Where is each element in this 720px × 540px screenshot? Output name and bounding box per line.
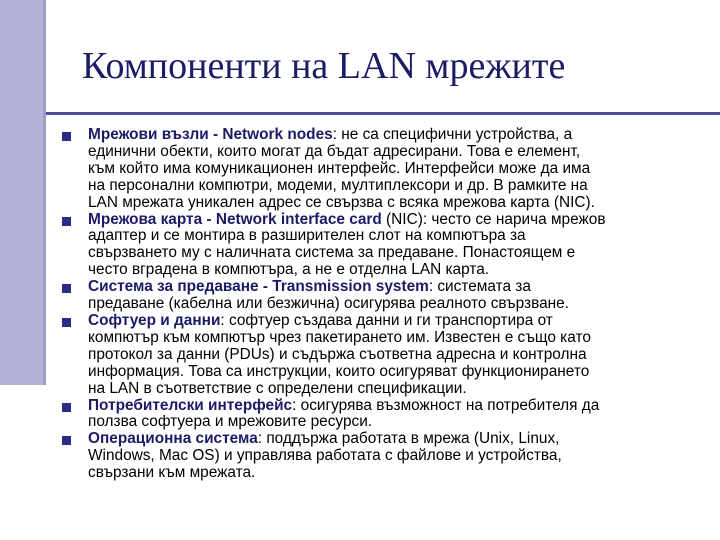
list-item	[62, 431, 702, 482]
item-line: компютър към компютър чрез пакетирането им. Известен е също като	[88, 328, 591, 346]
slide-title: Компоненти на LAN мрежите	[82, 45, 566, 87]
bullet-list	[62, 127, 702, 482]
square-bullet-icon	[62, 132, 71, 141]
item-term: Система за предаване - Transmission system	[88, 278, 429, 296]
list-item	[62, 398, 702, 432]
item-line: LAN мрежата уникален адрес се свързва с всяка мрежова карта (NIC).	[88, 193, 595, 211]
item-line	[88, 279, 702, 296]
item-text: : системата за	[428, 278, 531, 296]
item-line: единични обекти, които могат да бъдат адресирани. Това е елемент,	[88, 142, 581, 160]
item-line: адаптер и се монтира в разширителен слот на компютъра за	[88, 227, 526, 245]
item-line	[88, 127, 702, 144]
item-line	[88, 431, 702, 448]
item-line: ползва софтуера и мрежовите ресурси.	[88, 413, 373, 431]
square-bullet-icon	[62, 284, 71, 293]
list-item	[62, 127, 702, 212]
list-item	[62, 313, 702, 398]
item-line: на персонални компютри, модеми, мултиплексори и др. В рамките на	[88, 176, 588, 194]
item-line: често вградена в компютъра, а не е отделна LAN карта.	[88, 261, 490, 279]
list-item	[62, 279, 702, 313]
item-line: протокол за данни (PDUs) и съдържа съответна адресна и контролна	[88, 345, 587, 363]
item-line: свързани към мрежата.	[88, 464, 256, 482]
item-line: към който има комуникационен интерфейс. Интерфейси може да има	[88, 159, 591, 177]
item-text: : поддържа работата в мрежа (Unix, Linux,	[257, 430, 560, 448]
list-item	[62, 212, 702, 280]
item-text: : не са специфични устройства, а	[332, 126, 573, 143]
left-accent-bar	[0, 0, 46, 385]
item-text: : осигурява възможност на потребителя да	[292, 396, 600, 414]
item-term: Потребителски интерфейс	[88, 396, 293, 414]
item-line	[88, 212, 702, 229]
item-term: Мрежови възли - Network nodes	[88, 126, 333, 143]
square-bullet-icon	[62, 403, 71, 412]
item-text: : софтуер създава данни и ги транспортира от	[220, 311, 553, 329]
title-divider	[46, 112, 720, 115]
item-line: на LAN в съответствие с определени спецификации.	[88, 379, 467, 397]
square-bullet-icon	[62, 436, 71, 445]
item-line: информация. Това са инструкции, които осигуряват функционирането	[88, 362, 590, 380]
item-line	[88, 313, 702, 330]
item-text: (NIC): често се нарича мрежов	[381, 210, 606, 228]
item-line: предаване (кабелна или безжична) осигурява реалното свързване.	[88, 295, 570, 313]
square-bullet-icon	[62, 318, 71, 327]
item-line: свързването му с наличната система за предаване. Понастоящем е	[88, 244, 576, 262]
item-line	[88, 398, 702, 415]
square-bullet-icon	[62, 217, 71, 226]
item-term: Операционна система	[88, 430, 258, 448]
item-term: Софтуер и данни	[88, 311, 221, 329]
item-line: Windows, Mac OS) и управлява работата с файлове и устройства,	[88, 447, 562, 465]
item-term: Мрежова карта - Network interface card	[88, 210, 382, 228]
